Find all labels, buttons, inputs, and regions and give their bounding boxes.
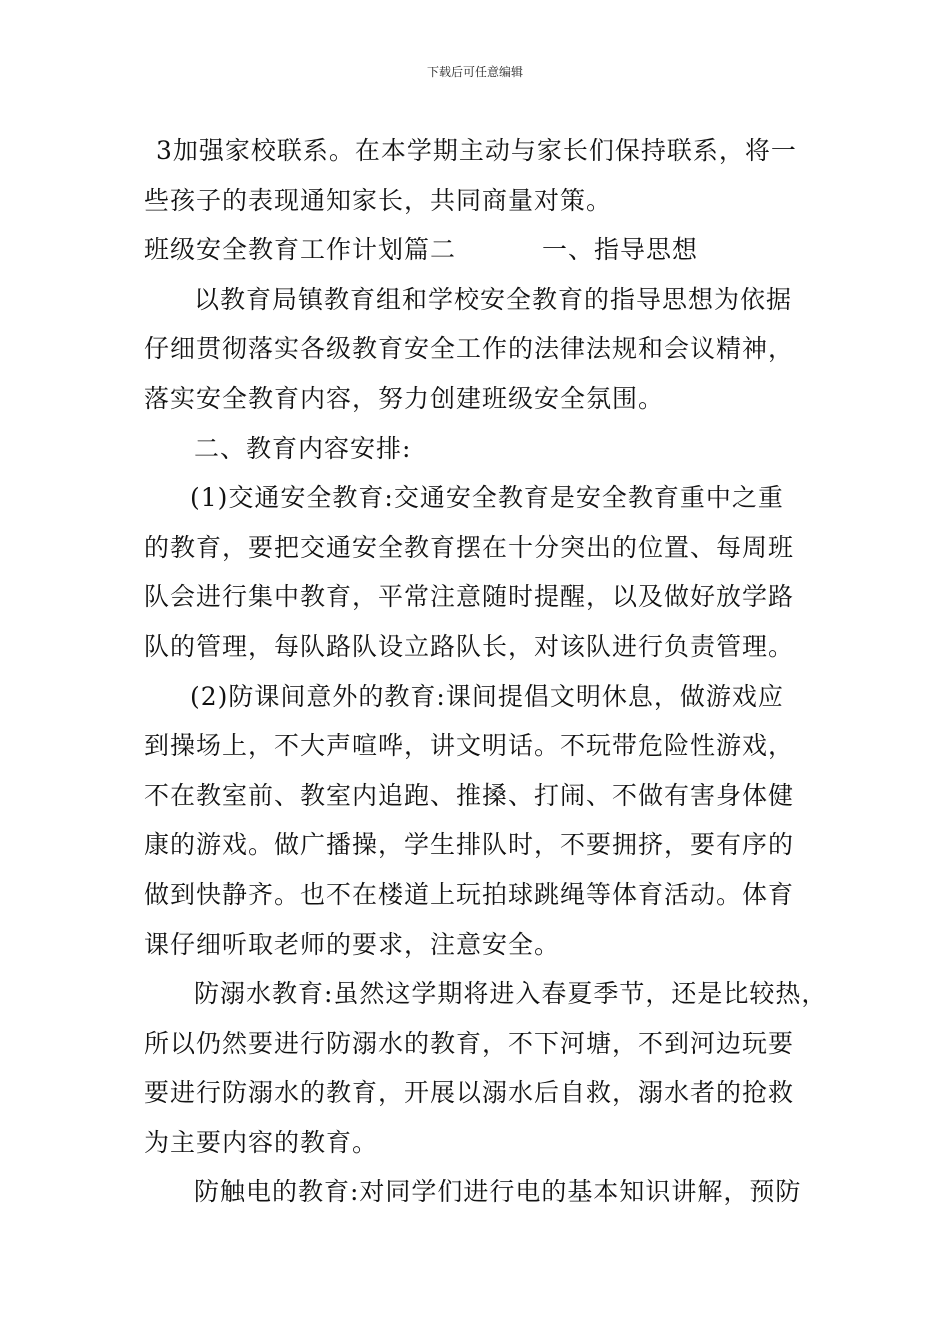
subheading: 二、教育内容安排:: [194, 433, 412, 463]
paragraph-line: 做到快静齐。也不在楼道上玩拍球跳绳等体育活动。体育: [144, 879, 795, 909]
paragraph-line: 队会进行集中教育，平常注意随时提醒，以及做好放学路: [144, 582, 795, 612]
section-heading: [144, 225, 814, 275]
paragraph-line: 为主要内容的教育。: [144, 1127, 379, 1157]
section-heading-subtitle: 一、指导思想: [542, 235, 699, 265]
paragraph-line: 些孩子的表现通知家长，共同商量对策。: [144, 185, 613, 215]
section-heading-title: 班级安全教育工作计划篇二: [144, 235, 457, 265]
paragraph-line: 的教育，要把交通安全教育摆在十分突出的位置、每周班: [144, 532, 795, 562]
paragraph-line: 落实安全教育内容，努力创建班级安全氛围。: [144, 383, 665, 413]
paragraph-line: 要进行防溺水的教育，开展以溺水后自救，溺水者的抢救: [144, 1078, 795, 1108]
paragraph-line: 课仔细听取老师的要求，注意安全。: [144, 929, 561, 959]
paragraph-line: 3加强家校联系。在本学期主动与家长们保持联系，将一: [156, 136, 797, 165]
page-header: 下载后可任意编辑: [426, 65, 523, 79]
document-body: [144, 126, 828, 1217]
paragraph-line: 不在教室前、教室内追跑、推搡、打闹、不做有害身体健: [144, 780, 795, 810]
paragraph-line: (2)防课间意外的教育:课间提倡文明休息，做游戏应: [190, 681, 784, 711]
paragraph-line: 仔细贯彻落实各级教育安全工作的法律法规和会议精神，: [144, 334, 795, 364]
paragraph-line: 防触电的教育:对同学们进行电的基本知识讲解，预防: [194, 1177, 802, 1207]
paragraph-line: 队的管理，每队路队设立路队长，对该队进行负责管理。: [144, 631, 795, 661]
paragraph-line: 康的游戏。做广播操，学生排队时，不要拥挤，要有序的: [144, 830, 795, 860]
paragraph-line: 防溺水教育:虽然这学期将进入春夏季节，还是比较热，: [194, 979, 828, 1009]
paragraph-line: 所以仍然要进行防溺水的教育，不下河塘，不到河边玩要: [144, 1028, 795, 1058]
paragraph-line: 以教育局镇教育组和学校安全教育的指导思想为依据: [194, 284, 793, 314]
paragraph-line: 到操场上，不大声喧哗，讲文明话。不玩带危险性游戏，: [144, 731, 795, 761]
paragraph-line: (1)交通安全教育:交通安全教育是安全教育重中之重: [190, 483, 784, 513]
